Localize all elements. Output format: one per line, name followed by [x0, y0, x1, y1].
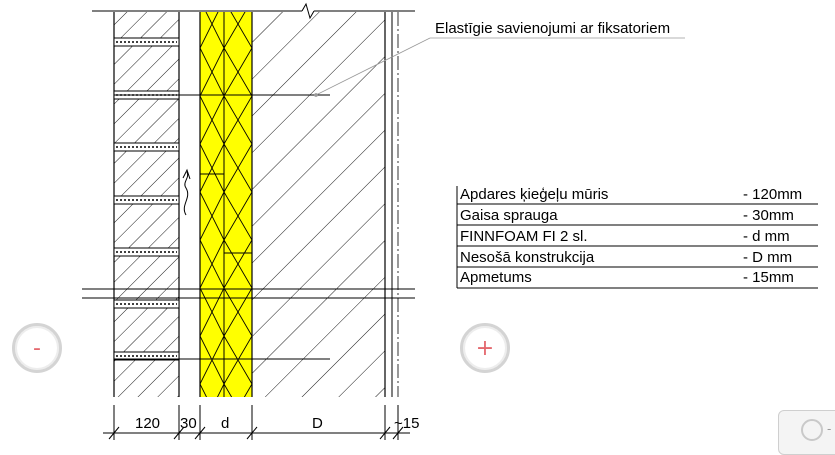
dim-structure: D: [312, 415, 323, 432]
dim-brick: 120: [135, 415, 161, 432]
load-bearing-wall: [252, 12, 385, 397]
ring-icon: [801, 419, 823, 441]
layer-name-air-gap: Gaisa sprauga: [460, 207, 558, 224]
layer-name-insulation: FINNFOAM FI 2 sl.: [460, 228, 588, 245]
layer-value-structure: - D mm: [743, 249, 793, 266]
layer-value-plaster: - 15mm: [743, 269, 794, 286]
dim-plaster: ~15: [394, 415, 420, 432]
layer-name-brick: Apdares ķieģeļu mūris: [460, 186, 609, 203]
layer-name-plaster: Apmetums: [460, 269, 532, 286]
layer-name-structure: Nesošā konstrukcija: [460, 249, 595, 266]
air-flow-arrow: [183, 170, 190, 215]
layer-value-insulation: - d mm: [743, 228, 790, 245]
dim-insulation: d: [221, 415, 230, 432]
layer-value-air-gap: - 30mm: [743, 207, 794, 224]
zoom-out-button[interactable]: [12, 323, 62, 373]
layer-value-brick: - 120mm: [743, 186, 803, 203]
zoom-in-button[interactable]: [460, 323, 510, 373]
layer-table: [457, 186, 818, 288]
dim-air-gap: 30: [180, 415, 197, 432]
insulation-layers: [200, 12, 252, 397]
annotation-text: Elastīgie savienojumi ar fiksatoriem: [435, 20, 671, 37]
brick-wall: [114, 12, 179, 397]
plaster-layer: [392, 12, 398, 397]
plus-icon: +: [475, 335, 495, 361]
corner-widget-label: -: [827, 421, 832, 436]
minus-icon: -: [33, 335, 41, 361]
corner-widget[interactable]: [778, 410, 835, 455]
